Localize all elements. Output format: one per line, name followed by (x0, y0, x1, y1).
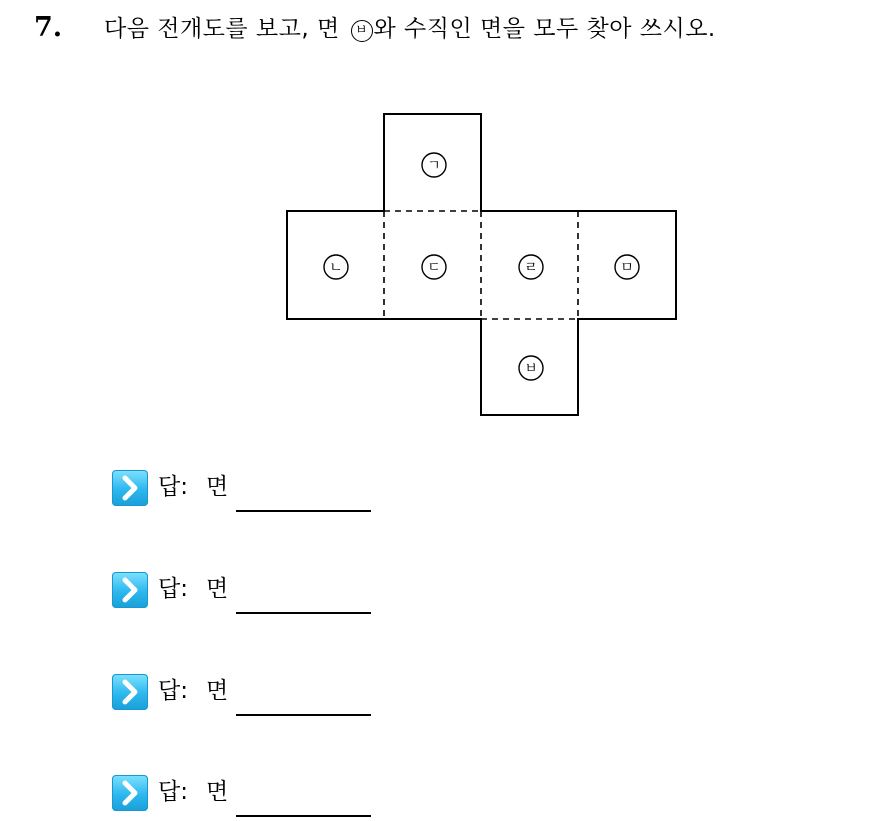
chevron-right-icon (112, 674, 148, 710)
face-mieum (615, 255, 639, 279)
question-text-before: 다음 전개도를 보고, 면 (104, 16, 348, 42)
face-rieul (519, 255, 543, 279)
answer-blank[interactable] (236, 714, 371, 716)
net-outline (287, 114, 676, 415)
answer-row (112, 674, 412, 720)
answer-blank[interactable] (236, 510, 371, 512)
face-label-rieul: ㄹ (524, 260, 538, 276)
answer-row (112, 572, 412, 618)
answer-prefix: 면 (206, 678, 229, 704)
answer-prefix: 면 (206, 576, 229, 602)
chevron-right-icon (112, 775, 148, 811)
answer-blank[interactable] (236, 612, 371, 614)
face-label-bieup: ㅂ (524, 361, 538, 377)
face-giyeok (422, 153, 446, 177)
circled-face-label: ㅂ (351, 20, 373, 42)
face-label-giyeok: ㄱ (427, 158, 441, 174)
answer-label: 답: (158, 576, 188, 602)
face-label-nieun: ㄴ (329, 260, 343, 276)
answer-prefix: 면 (206, 779, 229, 805)
answer-row (112, 775, 412, 821)
face-bieup (519, 356, 543, 380)
answer-row (112, 470, 412, 516)
question-text-after: 와 수직인 면을 모두 찾아 쓰시오. (373, 16, 716, 42)
chevron-right-icon (112, 572, 148, 608)
answer-prefix: 면 (206, 474, 229, 500)
face-nieun (324, 255, 348, 279)
question-number: 7. (34, 12, 63, 43)
chevron-right-icon (112, 470, 148, 506)
face-label-digeut: ㄷ (427, 260, 441, 276)
answer-label: 답: (158, 678, 188, 704)
answer-label: 답: (158, 779, 188, 805)
fold-lines (384, 211, 578, 319)
answer-label: 답: (158, 474, 188, 500)
face-label-mieum: ㅁ (620, 260, 634, 276)
face-digeut (422, 255, 446, 279)
answer-blank[interactable] (236, 815, 371, 817)
